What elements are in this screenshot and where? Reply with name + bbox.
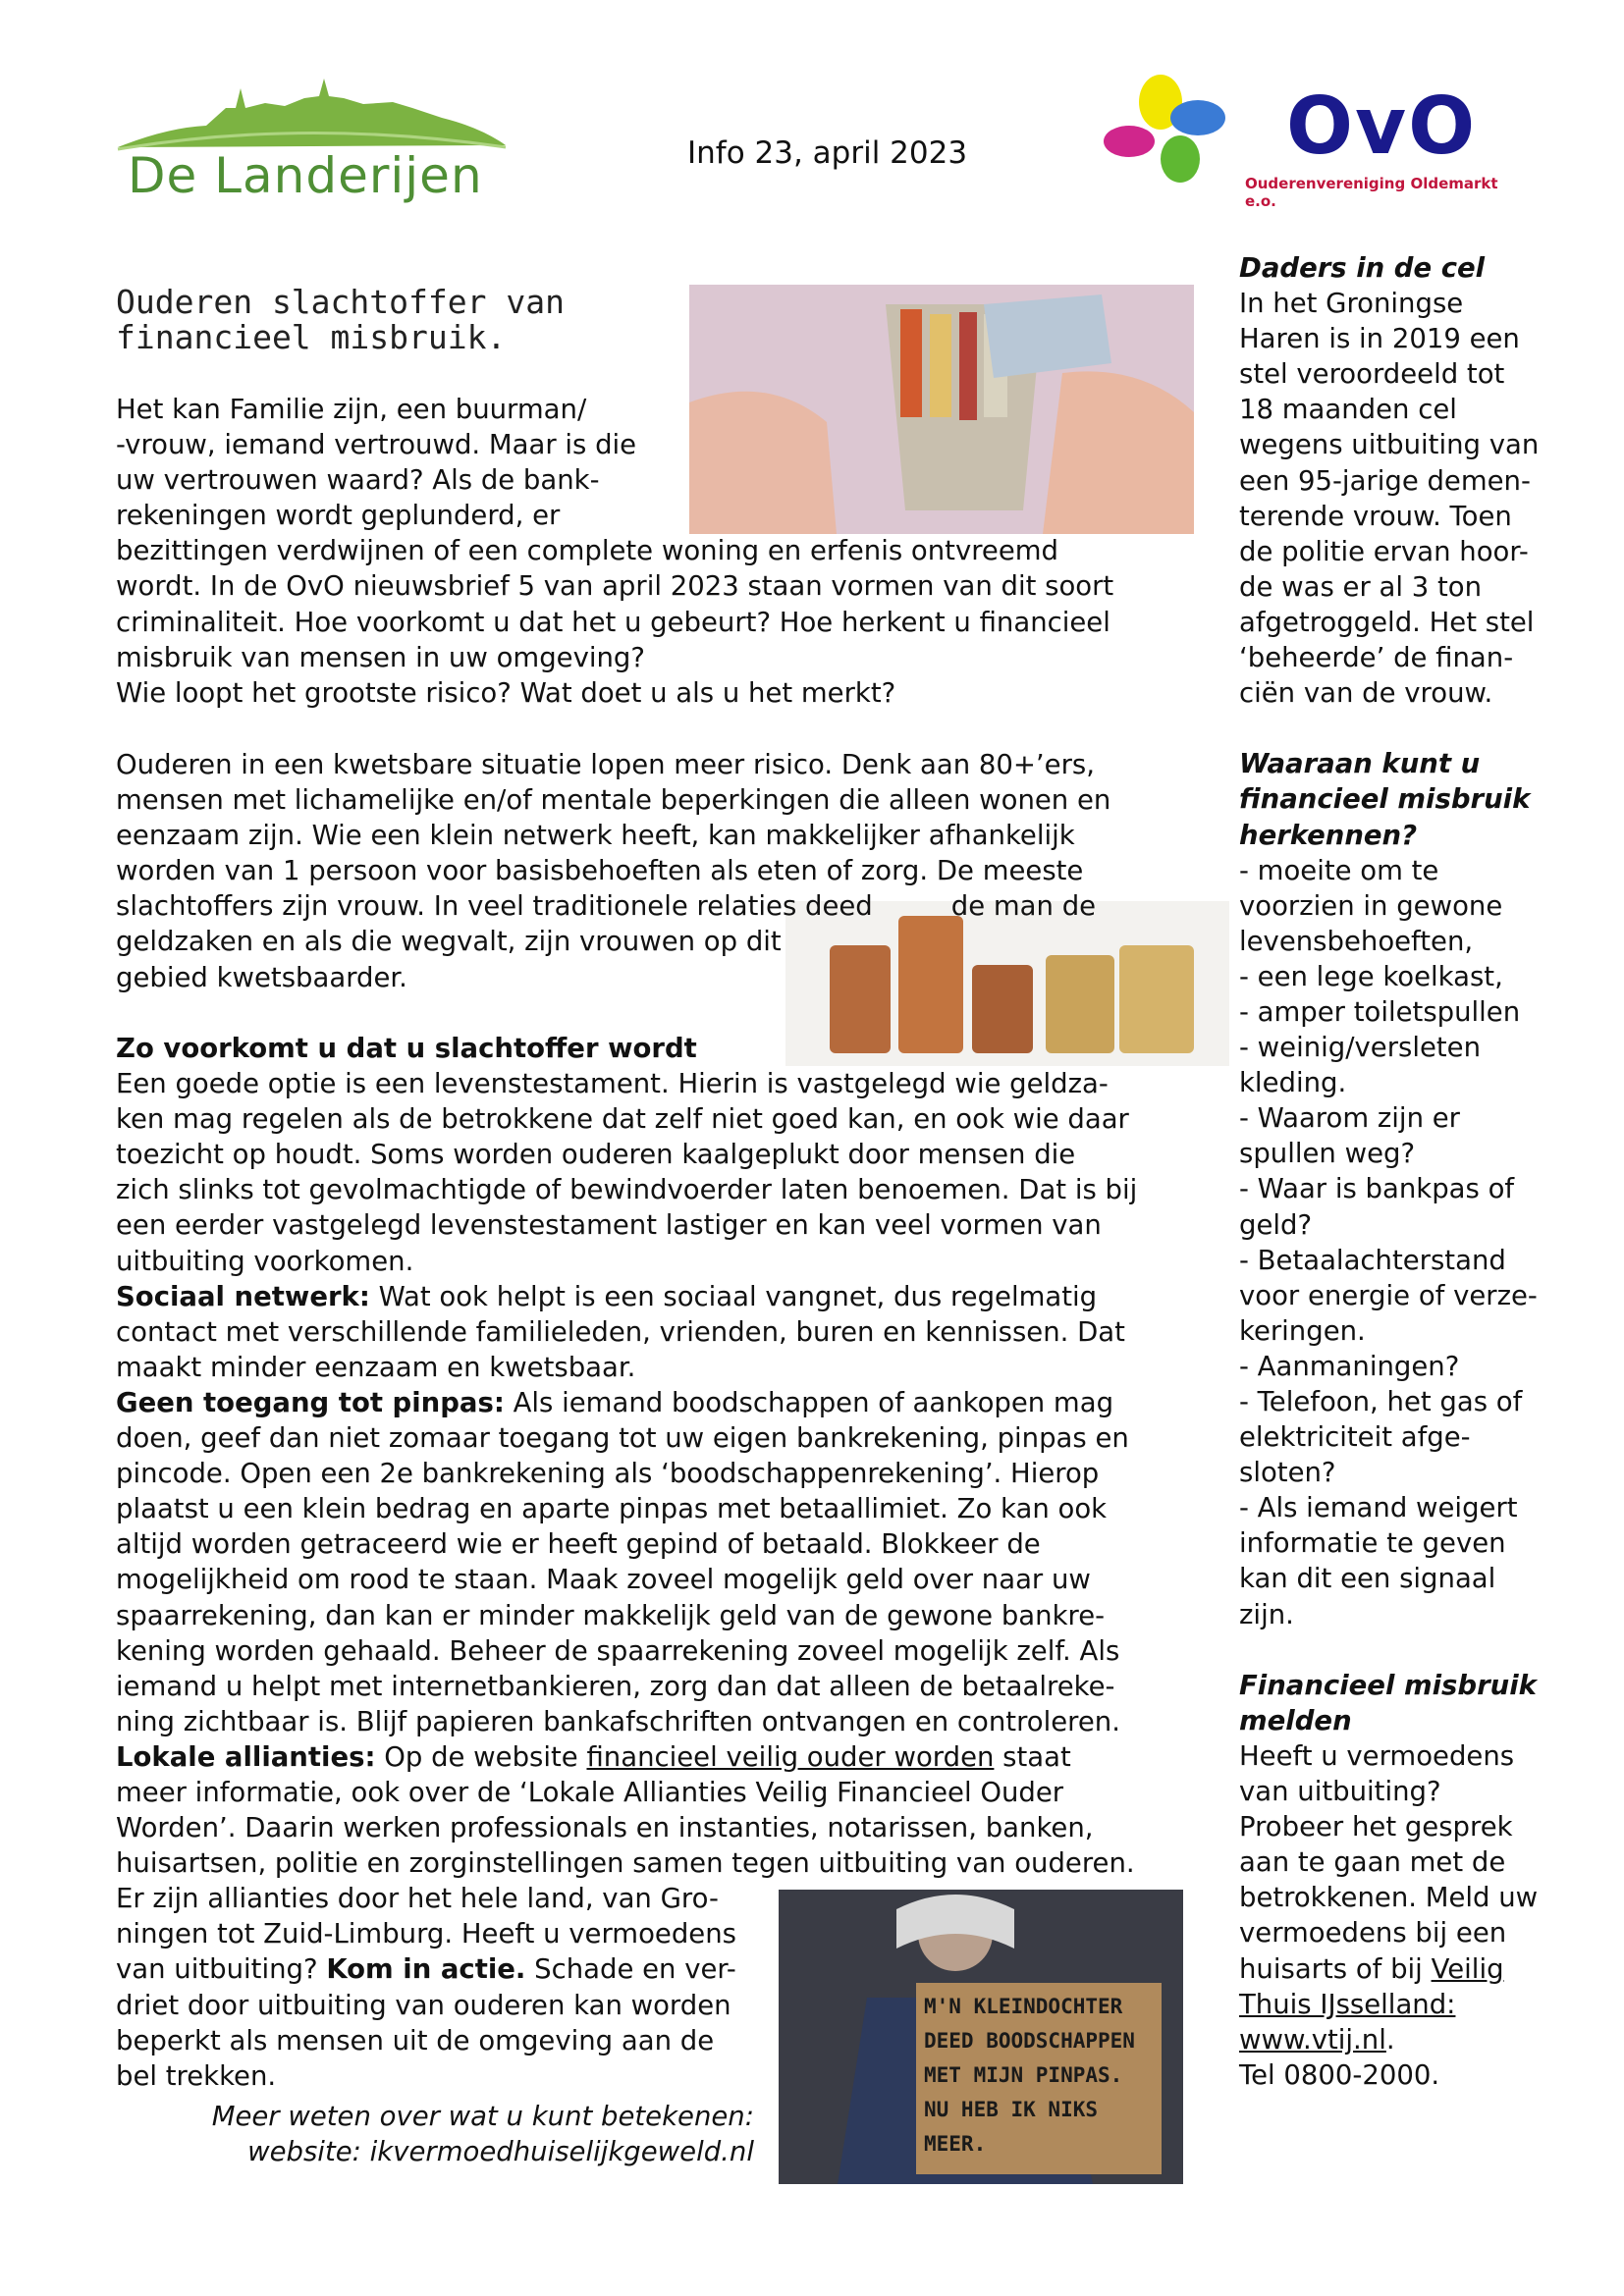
risk-paragraph xyxy=(116,747,1157,995)
alliance-line: meer informatie, ook over de ‘Lokale Allianties Veilig Financieel Ouder xyxy=(116,1776,1064,1808)
closing-line: bel trekken. xyxy=(116,2059,277,2092)
sidebar-line: betrokkenen. Meld uw xyxy=(1239,1882,1539,1914)
closing-line: driet door uitbuiting van ouderen kan worden xyxy=(116,1989,731,2021)
prevent-line: Een goede optie is een levenstestament. Hierin is vastgelegd wie geldza- xyxy=(116,1068,1109,1100)
sidebar-line: afgetroggeld. Het stel xyxy=(1239,606,1535,638)
sidebar-line: huisarts of bij Veilig xyxy=(1239,1952,1504,1985)
article-title xyxy=(116,285,666,355)
sidebar-line: spullen weg? xyxy=(1239,1138,1416,1170)
sign-line: MET MIJN PINPAS. xyxy=(924,2063,1123,2087)
sidebar-heading-herkennen: herkennen? xyxy=(1239,819,1418,851)
sidebar-line: stel veroordeeld tot xyxy=(1239,358,1505,391)
veilig-thuis-link-cont[interactable]: Thuis IJsselland: xyxy=(1239,1988,1456,2020)
logo-ovo-subtitle: Ouderenvereniging Oldemarkt e.o. xyxy=(1245,175,1498,210)
more-info-note xyxy=(116,2099,754,2169)
intro-line: wordt. In de OvO nieuwsbrief 5 van april 2023 staan vormen van dit soort xyxy=(116,570,1114,603)
sidebar-line: geld? xyxy=(1239,1208,1313,1241)
social-line: Sociaal netwerk: Wat ook helpt is een sociaal vangnet, dus regelmatig xyxy=(116,1280,1098,1312)
title-line: financieel misbruik. xyxy=(116,318,507,356)
sidebar-line: voor energie of verze- xyxy=(1239,1279,1538,1311)
sidebar-line: keringen. xyxy=(1239,1314,1366,1347)
risk-line: Ouderen in een kwetsbare situatie lopen meer risico. Denk aan 80+’ers, xyxy=(116,749,1095,780)
intro-line: misbruik van mensen in uw omgeving? xyxy=(116,641,645,673)
sidebar-line: ciën van de vrouw. xyxy=(1239,677,1493,710)
prevent-line: uitbuiting voorkomen. xyxy=(116,1245,414,1277)
more-info-line: website: ikvermoedhuiselijkgeweld.nl xyxy=(247,2136,754,2168)
logo-ovo-text: OvO xyxy=(1286,80,1478,172)
alliance-label: Lokale allianties: xyxy=(116,1740,376,1773)
sidebar-phone: Tel 0800-2000. xyxy=(1239,2058,1440,2091)
pin-line: mogelijkheid om rood te staan. Maak zoveel mogelijk geld over naar uw xyxy=(116,1564,1091,1596)
sign-line: M'N KLEINDOCHTER xyxy=(924,1995,1123,2018)
logo-de-landerijen xyxy=(108,69,511,211)
veilig-thuis-link[interactable]: Veilig xyxy=(1431,1952,1504,1985)
sidebar-line: - moeite om te xyxy=(1239,854,1439,886)
sidebar-line: aan te gaan met de xyxy=(1239,1846,1506,1879)
closing-line: beperkt als mensen uit de omgeving aan de xyxy=(116,2024,715,2056)
logo-ovo xyxy=(1100,71,1532,208)
risk-line: eenzaam zijn. Wie een klein netwerk heeft, kan makkelijker afhankelijk xyxy=(116,820,1075,852)
prevent-line: een eerder vastgelegd levenstestament lastiger en kan veel vormen van xyxy=(116,1209,1102,1242)
sidebar-line: kleding. xyxy=(1239,1067,1347,1099)
risk-line: slachtoffers zijn vrouw. In veel traditionele relaties deed de man de xyxy=(116,890,1097,923)
sidebar-line: de was er al 3 ton xyxy=(1239,570,1483,603)
prevent-section xyxy=(116,1031,1157,2094)
sidebar-line: - een lege koelkast, xyxy=(1239,960,1503,992)
call-to-action: Kom in actie. xyxy=(326,1953,526,1986)
intro-paragraph xyxy=(116,392,1157,711)
sidebar-heading-melden: Financieel misbruik xyxy=(1239,1669,1537,1701)
alliance-line: Er zijn allianties door het hele land, van Gro- xyxy=(116,1883,719,1915)
sidebar-line: ‘beheerde’ de finan- xyxy=(1239,642,1514,674)
sidebar-line: Haren is in 2019 een xyxy=(1239,323,1520,355)
sign-line: MEER. xyxy=(924,2132,987,2156)
sidebar-line: - Betaalachterstand xyxy=(1239,1244,1506,1276)
sidebar-line: Heeft u vermoedens xyxy=(1239,1739,1515,1772)
pin-line: Geen toegang tot pinpas: Als iemand boodschappen of aankopen mag xyxy=(116,1386,1114,1418)
pin-line: doen, geef dan niet zomaar toegang tot uw eigen bankrekening, pinpas en xyxy=(116,1422,1129,1455)
sidebar-line: levensbehoeften, xyxy=(1239,925,1474,957)
sidebar-line: 18 maanden cel xyxy=(1239,394,1457,426)
sidebar-line: terende vrouw. Toen xyxy=(1239,500,1512,532)
pin-line: spaarrekening, dan kan er minder makkelijk geld van de gewone bankre- xyxy=(116,1599,1106,1631)
sidebar-line: elektriciteit afge- xyxy=(1239,1421,1471,1454)
pin-line: plaatst u een klein bedrag en aparte pinpas met betaallimiet. Zo kan ook xyxy=(116,1493,1108,1525)
sidebar-line: van uitbuiting? xyxy=(1239,1776,1441,1808)
sidebar-line: - amper toiletspullen xyxy=(1239,995,1521,1028)
sidebar-line: zijn. xyxy=(1239,1598,1294,1630)
intro-line: rekeningen wordt geplunderd, er xyxy=(116,500,561,532)
pin-line: kening worden gehaald. Beheer de spaarrekening zoveel mogelijk zelf. Als xyxy=(116,1634,1120,1667)
sidebar-line: - Waarom zijn er xyxy=(1239,1102,1460,1135)
more-info-line: Meer weten over wat u kunt betekenen: xyxy=(211,2101,754,2132)
sidebar-line: www.vtij.nl. xyxy=(1239,2023,1395,2056)
sidebar-line: een 95-jarige demen- xyxy=(1239,464,1531,497)
sidebar-line: kan dit een signaal xyxy=(1239,1563,1496,1595)
pin-line: ning zichtbaar is. Blijf papieren bankafschriften ontvangen en controleren. xyxy=(116,1705,1120,1737)
sidebar-line: - weinig/versleten xyxy=(1239,1032,1482,1064)
alliance-line: Lokale allianties: Op de website financieel veilig ouder worden staat xyxy=(116,1740,1071,1773)
risk-line: mensen met lichamelijke en/of mentale beperkingen die alleen wonen en xyxy=(116,784,1111,817)
village-skyline-icon xyxy=(108,69,511,157)
prevent-line: ken mag regelen als de betrokkene dat zelf niet goed kan, en ook wie daar xyxy=(116,1103,1129,1136)
pin-line: iemand u helpt met internetbankieren, zorg dan dat alleen de betaalreke- xyxy=(116,1670,1115,1702)
sidebar-line: wegens uitbuiting van xyxy=(1239,429,1540,461)
prevent-line: zich slinks tot gevolmachtigde of bewindvoerder laten benoemen. Dat is bij xyxy=(116,1174,1138,1206)
sidebar-line: - Waar is bankpas of xyxy=(1239,1173,1515,1205)
sidebar-line: voorzien in gewone xyxy=(1239,889,1503,922)
social-line: maakt minder eenzaam en kwetsbaar. xyxy=(116,1351,636,1383)
alliance-line: ningen tot Zuid-Limburg. Heeft u vermoedens xyxy=(116,1918,736,1950)
prevent-line: toezicht op houdt. Soms worden ouderen kaalgeplukt door mensen die xyxy=(116,1139,1076,1171)
sidebar-line: vermoedens bij een xyxy=(1239,1917,1507,1949)
risk-line: geldzaken en als die wegvalt, zijn vrouwen op dit xyxy=(116,926,782,958)
social-line: contact met verschillende familieleden, vrienden, buren en kennissen. Dat xyxy=(116,1315,1125,1348)
intro-line: Het kan Familie zijn, een buurman/ xyxy=(116,394,587,425)
sidebar-line: - Aanmaningen? xyxy=(1239,1350,1460,1382)
alliance-line: huisartsen, politie en zorginstellingen samen tegen uitbuiting van ouderen. xyxy=(116,1847,1135,1880)
vtij-website-link[interactable]: www.vtij.nl xyxy=(1239,2023,1386,2056)
intro-line: uw vertrouwen waard? Als de bank- xyxy=(116,464,600,497)
sidebar-heading-herkennen: Waaraan kunt u xyxy=(1239,748,1481,780)
sidebar-heading-melden: melden xyxy=(1239,1704,1352,1736)
sidebar-line xyxy=(1239,1987,1612,2022)
action-line: van uitbuiting? Kom in actie. Schade en ver- xyxy=(116,1953,736,1986)
issue-date: Info 23, april 2023 xyxy=(687,135,968,171)
risk-line-tail: de man de xyxy=(950,890,1097,923)
sidebar-heading-herkennen: financieel misbruik xyxy=(1239,783,1531,816)
financieel-veilig-link[interactable]: financieel veilig ouder worden xyxy=(586,1740,995,1773)
sidebar-line: Probeer het gesprek xyxy=(1239,1811,1513,1843)
social-label: Sociaal netwerk: xyxy=(116,1280,370,1312)
title-line: Ouderen slachtoffer van xyxy=(116,283,565,321)
risk-line: gebied kwetsbaarder. xyxy=(116,961,407,993)
intro-line: Wie loopt het grootste risico? Wat doet u als u het merkt? xyxy=(116,676,896,709)
sidebar-line: - Als iemand weigert xyxy=(1239,1492,1518,1524)
sidebar-line: In het Groningse xyxy=(1239,288,1464,320)
sidebar xyxy=(1239,250,1612,2093)
pin-line: altijd worden getraceerd wie er heeft gepind of betaald. Blokkeer de xyxy=(116,1528,1041,1561)
risk-line: worden van 1 persoon voor basisbehoeften als eten of zorg. De meeste xyxy=(116,855,1084,887)
sidebar-line: sloten? xyxy=(1239,1457,1336,1489)
sidebar-line: - Telefoon, het gas of xyxy=(1239,1386,1523,1417)
intro-line: criminaliteit. Hoe voorkomt u dat het u gebeurt? Hoe herkent u financieel xyxy=(116,606,1110,638)
sign-line: NU HEB IK NIKS xyxy=(924,2098,1099,2121)
sign-line: DEED BOODSCHAPPEN xyxy=(924,2029,1135,2053)
pin-label: Geen toegang tot pinpas: xyxy=(116,1386,505,1418)
sidebar-heading-daders: Daders in de cel xyxy=(1239,252,1486,284)
intro-line: -vrouw, iemand vertrouwd. Maar is die xyxy=(116,429,637,461)
intro-line: bezittingen verdwijnen of een complete woning en erfenis ontvreemd xyxy=(116,535,1059,567)
colored-petals-icon xyxy=(1100,71,1237,188)
prevent-heading: Zo voorkomt u dat u slachtoffer wordt xyxy=(116,1033,697,1064)
alliance-line: Worden’. Daarin werken professionals en instanties, notarissen, banken, xyxy=(116,1812,1094,1844)
pin-line: pincode. Open een 2e bankrekening als ‘boodschappenrekening’. Hierop xyxy=(116,1458,1100,1490)
sidebar-line: informatie te geven xyxy=(1239,1527,1506,1560)
sidebar-line: de politie ervan hoor- xyxy=(1239,535,1529,567)
logo-wordmark: De Landerijen xyxy=(128,147,483,204)
